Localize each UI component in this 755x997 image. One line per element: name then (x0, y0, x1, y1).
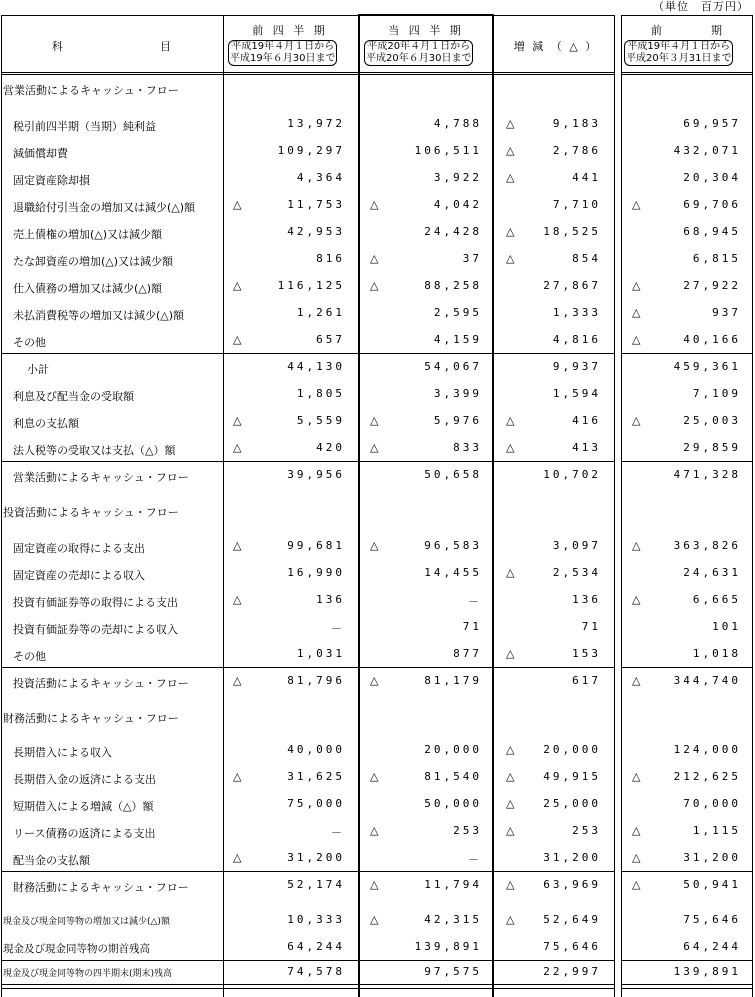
negative-marker: △ (506, 441, 515, 454)
negative-marker: △ (233, 333, 242, 346)
value-year: 68,945 (683, 225, 741, 238)
value-year: 459,361 (673, 360, 741, 373)
value-curr: 833 (453, 441, 482, 454)
value-curr: － (468, 595, 482, 608)
change-title: 増 減 （ △ ） (513, 40, 599, 53)
rule-above-operating-total-prev-year (621, 461, 752, 462)
value-chg: 71 (581, 620, 601, 633)
negative-marker: △ (233, 770, 242, 783)
unit-label: （単位 百万円） (653, 0, 749, 13)
curr-quarter-to: 平成20年６月30日まで (366, 53, 472, 64)
value-year: 6,665 (692, 593, 741, 606)
value-curr: 5,976 (433, 414, 482, 427)
value-year: 344,740 (673, 674, 741, 687)
value-curr: 14,455 (424, 566, 482, 579)
row-label: 減価償却費 (13, 147, 68, 160)
negative-marker: △ (233, 198, 242, 211)
value-chg: 854 (572, 252, 601, 265)
value-curr: 81,179 (424, 674, 482, 687)
negative-marker: △ (233, 279, 242, 292)
prev-quarter-title: 前 四 半 期 (252, 24, 328, 37)
negative-marker: △ (632, 878, 641, 891)
negative-marker: △ (506, 913, 515, 926)
negative-marker: △ (506, 797, 515, 810)
rule-above-investing-total-prev-year (621, 667, 752, 668)
subject-header-char2: 目 (160, 40, 171, 53)
value-prev: 99,681 (287, 539, 345, 552)
row-label: 投資有価証券等の取得による支出 (13, 596, 178, 609)
value-chg: 9,183 (552, 117, 601, 130)
value-prev: 40,000 (287, 743, 345, 756)
value-chg: 2,786 (552, 144, 601, 157)
value-year: 69,706 (683, 198, 741, 211)
rule-above-ending-balance (1, 960, 614, 961)
table-right-border (614, 15, 615, 997)
value-chg: 2,534 (552, 566, 601, 579)
negative-marker: △ (370, 674, 379, 687)
value-prev: － (331, 622, 345, 635)
value-prev: 10,333 (287, 913, 345, 926)
value-chg: 153 (572, 647, 601, 660)
prev-quarter-from: 平成19年４月１日から (231, 41, 335, 52)
negative-marker: △ (370, 913, 379, 926)
prev-year-right-border (752, 15, 753, 997)
value-curr: 71 (462, 620, 482, 633)
value-prev: 816 (316, 252, 345, 265)
value-curr: 3,922 (433, 171, 482, 184)
negative-marker: △ (370, 252, 379, 265)
negative-marker: △ (506, 252, 515, 265)
value-chg: 413 (572, 441, 601, 454)
value-curr: 253 (453, 824, 482, 837)
negative-marker: △ (370, 770, 379, 783)
value-prev: 1,805 (296, 387, 345, 400)
value-year: 64,244 (683, 940, 741, 953)
value-chg: 52,649 (543, 913, 601, 926)
value-prev: 657 (316, 333, 345, 346)
value-curr: 42,315 (424, 913, 482, 926)
negative-marker: △ (506, 117, 515, 130)
negative-marker: △ (632, 198, 641, 211)
value-prev: 42,953 (287, 225, 345, 238)
negative-marker: △ (233, 674, 242, 687)
row-label: 営業活動によるキャッシュ・フロー (13, 471, 189, 484)
negative-marker: △ (370, 441, 379, 454)
row-label: 利息及び配当金の受取額 (13, 390, 134, 403)
negative-marker: △ (506, 824, 515, 837)
value-prev: 4,364 (296, 171, 345, 184)
prev-quarter-period (228, 40, 337, 66)
value-prev: 5,559 (296, 414, 345, 427)
section-heading: 財務活動によるキャッシュ・フロー (3, 712, 179, 725)
negative-marker: △ (632, 306, 641, 319)
prev-quarter-to: 平成19年６月30日まで (230, 53, 336, 64)
value-curr: 11,794 (424, 878, 482, 891)
negative-marker: △ (506, 225, 515, 238)
value-chg: 253 (572, 824, 601, 837)
prev-year-to: 平成20年３月31日まで (626, 53, 732, 64)
value-year: 20,304 (683, 171, 741, 184)
value-prev: 75,000 (287, 797, 345, 810)
value-prev: 420 (316, 441, 345, 454)
row-label: 現金及び現金同等物の四半期末(期末)残高 (3, 969, 173, 979)
negative-marker: △ (632, 539, 641, 552)
rule-above-financing-total (1, 871, 614, 872)
value-curr: 54,067 (424, 360, 482, 373)
value-chg: 63,969 (543, 878, 601, 891)
value-curr: － (468, 853, 482, 866)
negative-marker: △ (632, 279, 641, 292)
value-chg: 75,646 (543, 940, 601, 953)
value-chg: 136 (572, 593, 601, 606)
rule-above-financing-total-prev-year (621, 871, 752, 872)
value-year: 139,891 (673, 965, 741, 978)
rule-below-header-prev-year (621, 74, 752, 75)
negative-marker: △ (233, 414, 242, 427)
curr-quarter-from: 平成20年４月１日から (367, 41, 471, 52)
value-year: 69,957 (683, 117, 741, 130)
value-prev: 31,625 (287, 770, 345, 783)
value-year: 937 (712, 306, 741, 319)
negative-marker: △ (233, 539, 242, 552)
value-chg: 1,333 (552, 306, 601, 319)
negative-marker: △ (632, 824, 641, 837)
value-curr: 877 (453, 647, 482, 660)
col-divider-1 (223, 15, 224, 997)
value-year: 24,631 (683, 566, 741, 579)
negative-marker: △ (506, 566, 515, 579)
value-year: 40,166 (683, 333, 741, 346)
value-prev: 136 (316, 593, 345, 606)
value-prev: 64,244 (287, 940, 345, 953)
negative-marker: △ (632, 414, 641, 427)
value-year: 7,109 (692, 387, 741, 400)
value-chg: 49,915 (543, 770, 601, 783)
value-prev: 11,753 (287, 198, 345, 211)
value-year: 6,815 (692, 252, 741, 265)
negative-marker: △ (506, 770, 515, 783)
negative-marker: △ (506, 878, 515, 891)
value-curr: 139,891 (414, 940, 482, 953)
value-chg: 7,710 (552, 198, 601, 211)
value-chg: 617 (572, 674, 601, 687)
value-curr: 97,575 (424, 965, 482, 978)
value-year: 50,941 (683, 878, 741, 891)
value-chg: 25,000 (543, 797, 601, 810)
value-prev: 109,297 (277, 144, 345, 157)
rule-above-investing-total (1, 667, 614, 668)
value-curr: 2,595 (433, 306, 482, 319)
negative-marker: △ (632, 851, 641, 864)
value-curr: 50,658 (424, 468, 482, 481)
section-heading: 営業活動によるキャッシュ・フロー (3, 84, 179, 97)
row-label: リース債務の返済による支出 (13, 827, 156, 840)
negative-marker: △ (632, 593, 641, 606)
value-chg: 3,097 (552, 539, 601, 552)
value-prev: 39,956 (287, 468, 345, 481)
value-year: 1,115 (692, 824, 741, 837)
value-chg: 4,816 (552, 333, 601, 346)
value-curr: 4,042 (433, 198, 482, 211)
row-label: 退職給付引当金の増加又は減少(△)額 (13, 201, 196, 214)
value-prev: 52,174 (287, 878, 345, 891)
negative-marker: △ (370, 279, 379, 292)
value-year: 101 (712, 620, 741, 633)
rule-double-bottom (1, 984, 614, 989)
negative-marker: △ (233, 441, 242, 454)
rule-double-bottom-prev-year (621, 984, 752, 989)
value-chg: 22,997 (543, 965, 601, 978)
value-curr: 96,583 (424, 539, 482, 552)
negative-marker: △ (233, 851, 242, 864)
row-label: 現金及び現金同等物の増加又は減少(△)額 (3, 917, 170, 927)
prev-year-left-border (621, 15, 622, 997)
negative-marker: △ (370, 824, 379, 837)
row-label: その他 (13, 650, 46, 663)
negative-marker: △ (506, 171, 515, 184)
value-chg: 416 (572, 414, 601, 427)
value-year: 70,000 (683, 797, 741, 810)
row-label: 税引前四半期（当期）純利益 (13, 120, 156, 133)
value-prev: － (331, 826, 345, 839)
row-label: 投資有価証券等の売却による収入 (13, 623, 178, 636)
value-curr: 4,788 (433, 117, 482, 130)
value-curr: 88,258 (424, 279, 482, 292)
negative-marker: △ (506, 414, 515, 427)
prev-year-title: 前 期 (651, 24, 723, 37)
value-prev: 1,031 (296, 647, 345, 660)
curr-quarter-title: 当 四 半 期 (388, 24, 464, 37)
value-year: 27,922 (683, 279, 741, 292)
section-heading: 投資活動によるキャッシュ・フロー (3, 506, 179, 519)
value-chg: 27,867 (543, 279, 601, 292)
value-prev: 81,796 (287, 674, 345, 687)
value-curr: 81,540 (424, 770, 482, 783)
table-left-border (1, 15, 2, 997)
negative-marker: △ (506, 144, 515, 157)
value-chg: 9,937 (552, 360, 601, 373)
row-label: 現金及び現金同等物の期首残高 (3, 943, 150, 955)
row-label: たな卸資産の増加(△)又は減少額 (13, 255, 174, 268)
curr-quarter-period (364, 40, 473, 66)
value-prev: 116,125 (277, 279, 345, 292)
row-label: 短期借入による増減（△）額 (13, 800, 154, 813)
value-prev: 44,130 (287, 360, 345, 373)
value-year: 25,003 (683, 414, 741, 427)
row-label: 未払消費税等の増加又は減少(△)額 (13, 309, 185, 322)
row-label: その他 (13, 336, 46, 349)
value-curr: 24,428 (424, 225, 482, 238)
current-quarter-highlight-frame (358, 14, 494, 997)
value-curr: 3,399 (433, 387, 482, 400)
value-chg: 31,200 (543, 851, 601, 864)
negative-marker: △ (632, 770, 641, 783)
value-curr: 106,511 (414, 144, 482, 157)
value-curr: 37 (462, 252, 482, 265)
value-curr: 50,000 (424, 797, 482, 810)
negative-marker: △ (233, 593, 242, 606)
value-year: 31,200 (683, 851, 741, 864)
value-chg: 1,594 (552, 387, 601, 400)
value-prev: 13,972 (287, 117, 345, 130)
subject-header-char1: 科 (52, 40, 63, 53)
row-label: 固定資産除却損 (13, 174, 90, 187)
rule-below-header (1, 74, 614, 75)
row-label: 固定資産の取得による支出 (13, 542, 145, 555)
rule-above-operating-total (1, 461, 614, 462)
negative-marker: △ (370, 198, 379, 211)
value-year: 75,646 (683, 913, 741, 926)
value-prev: 1,261 (296, 306, 345, 319)
value-year: 471,328 (673, 468, 741, 481)
value-year: 363,826 (673, 539, 741, 552)
row-label: 長期借入による収入 (13, 746, 112, 759)
negative-marker: △ (632, 674, 641, 687)
value-chg: 20,000 (543, 743, 601, 756)
value-year: 212,625 (673, 770, 741, 783)
value-prev: 16,990 (287, 566, 345, 579)
row-label: 配当金の支払額 (13, 854, 90, 867)
row-label: 売上債権の増加(△)又は減少額 (13, 228, 163, 241)
row-label: 法人税等の受取又は支払（△）額 (13, 444, 176, 457)
value-prev: 74,578 (287, 965, 345, 978)
value-chg: 441 (572, 171, 601, 184)
rule-above-ending-balance-prev-year (621, 960, 752, 961)
negative-marker: △ (370, 539, 379, 552)
row-label: 固定資産の売却による収入 (13, 569, 145, 582)
value-chg: 10,702 (543, 468, 601, 481)
value-curr: 20,000 (424, 743, 482, 756)
row-label: 小計 (27, 363, 49, 376)
negative-marker: △ (632, 333, 641, 346)
value-year: 124,000 (673, 743, 741, 756)
value-chg: 18,525 (543, 225, 601, 238)
row-label: 仕入債務の増加又は減少(△)額 (13, 282, 163, 295)
value-curr: 4,159 (433, 333, 482, 346)
rule-above-subtotal-prev-year (621, 353, 752, 354)
prev-year-period (624, 40, 733, 66)
value-year: 1,018 (692, 647, 741, 660)
negative-marker: △ (370, 878, 379, 891)
prev-year-from: 平成19年４月１日から (627, 41, 731, 52)
row-label: 財務活動によるキャッシュ・フロー (13, 881, 189, 894)
value-prev: 31,200 (287, 851, 345, 864)
value-year: 432,071 (673, 144, 741, 157)
rule-above-subtotal (1, 353, 614, 354)
negative-marker: △ (506, 647, 515, 660)
value-year: 29,859 (683, 441, 741, 454)
negative-marker: △ (506, 743, 515, 756)
negative-marker: △ (370, 414, 379, 427)
row-label: 投資活動によるキャッシュ・フロー (13, 677, 189, 690)
row-label: 利息の支払額 (13, 417, 79, 430)
row-label: 長期借入金の返済による支出 (13, 773, 156, 786)
